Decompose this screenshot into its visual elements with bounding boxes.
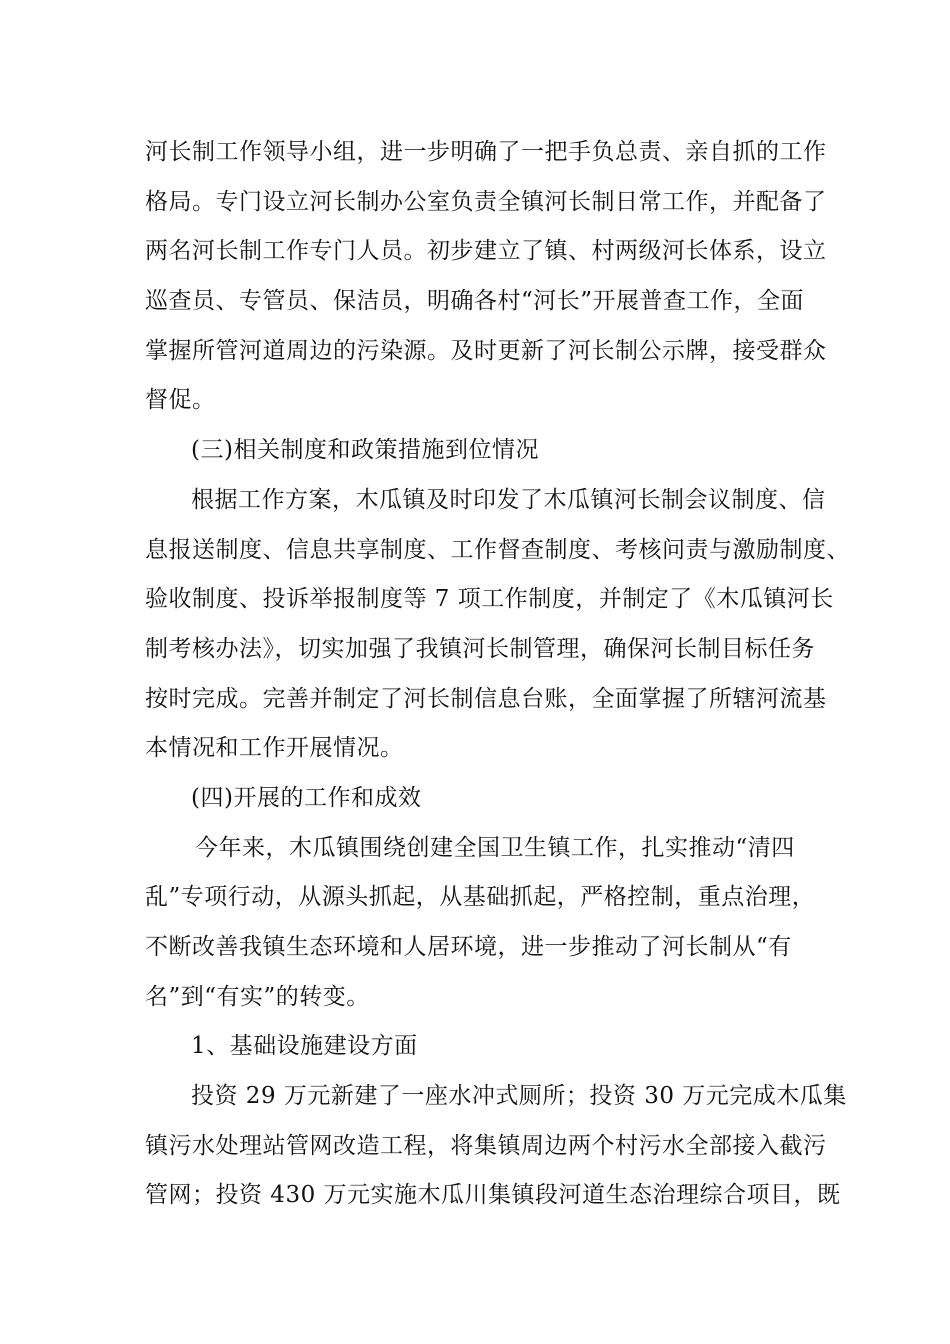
paragraph-line: 乱”专项行动，从源头抓起，从基础抓起，严格控制，重点治理， <box>145 884 816 911</box>
paragraph-line: 名”到“有实”的转变。 <box>145 983 370 1010</box>
paragraph-line: 镇污水处理站管网改造工程，将集镇周边两个村污水全部接入截污 <box>145 1132 827 1159</box>
paragraph-line: 制考核办法》，切实加强了我镇河长制管理，确保河长制目标任务 <box>145 635 815 662</box>
paragraph-line: 掌握所管河道周边的污染源。及时更新了河长制公示牌，接受群众 <box>145 337 827 364</box>
section-heading: (四)开展的工作和成效 <box>191 784 422 811</box>
subsection-heading: 1、基础设施建设方面 <box>191 1033 418 1060</box>
document-body <box>145 128 850 1221</box>
paragraph-line: 河长制工作领导小组，进一步明确了一把手负总责、亲自抓的工作 <box>145 139 827 165</box>
paragraph-line: 根据工作方案，木瓜镇及时印发了木瓜镇河长制会议制度、信 <box>191 486 826 513</box>
paragraph-line: 巡查员、专管员、保洁员，明确各村“河长”开展普查工作，全面 <box>145 288 805 315</box>
paragraph-line: 两名河长制工作专门人员。初步建立了镇、村两级河长体系，设立 <box>145 238 827 265</box>
paragraph-line: 督促。 <box>145 387 216 414</box>
paragraph-line: 本情况和工作开展情况。 <box>145 735 404 762</box>
paragraph-line: 投资 29 万元新建了一座水冲式厕所；投资 30 万元完成木瓜集 <box>191 1083 847 1110</box>
section-heading: (三)相关制度和政策措施到位情况 <box>191 437 539 464</box>
paragraph-line: 按时完成。完善并制定了河长制信息台账，全面掌握了所辖河流基 <box>145 685 827 712</box>
paragraph-line: 验收制度、投诉举报制度等 7 项工作制度，并制定了《木瓜镇河长 <box>145 586 834 613</box>
paragraph-line: 格局。专门设立河长制办公室负责全镇河长制日常工作，并配备了 <box>145 188 827 215</box>
paragraph-line: 管网；投资 430 万元实施木瓜川集镇段河道生态治理综合项目，既 <box>145 1182 841 1209</box>
paragraph-line: 今年来，木瓜镇围绕创建全国卫生镇工作，扎实推动“清四 <box>195 834 795 861</box>
paragraph-line: 息报送制度、信息共享制度、工作督查制度、考核问责与激励制度、 <box>145 536 850 563</box>
paragraph-line: 不断改善我镇生态环境和人居环境，进一步推动了河长制从“有 <box>145 934 792 960</box>
